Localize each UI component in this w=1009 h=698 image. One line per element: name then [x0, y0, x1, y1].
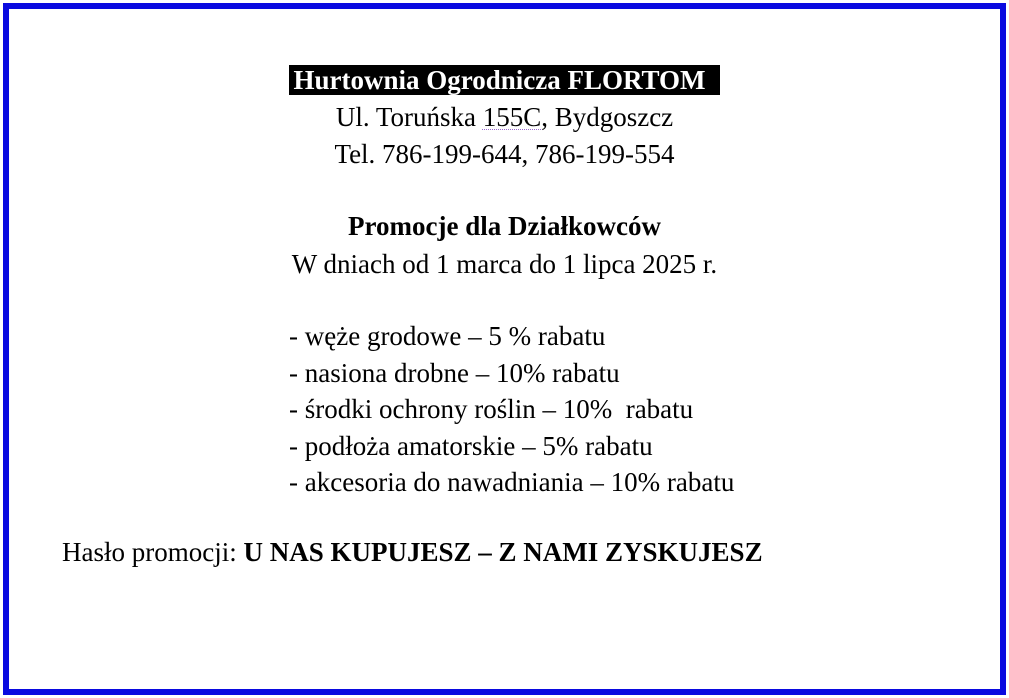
address-number: 155C — [482, 102, 542, 132]
company-name-highlight: Hurtownia Ogrodnicza FLORTOM — [289, 65, 719, 95]
address-line — [0, 101, 1009, 133]
promo-slogan — [62, 536, 763, 568]
phone-line: Tel. 786-199-644, 786-199-554 — [334, 139, 675, 169]
discount-item: - środki ochrony roślin – 10% rabatu — [289, 394, 694, 424]
discount-item: - podłoża amatorskie – 5% rabatu — [289, 430, 653, 461]
discount-item: - węże grodowe – 5 % rabatu — [289, 321, 606, 351]
slogan-text: U NAS KUPUJESZ – Z NAMI ZYSKUJESZ — [243, 537, 763, 567]
company-name-line — [0, 64, 1009, 96]
address-city: , Bydgoszcz — [541, 102, 674, 132]
discount-item: - akcesoria do nawadniania – 10% rabatu — [289, 467, 735, 497]
promo-dates: W dniach od 1 marca do 1 lipca 2025 r. — [291, 249, 718, 279]
address-prefix: Ul. Toruńska — [335, 102, 483, 132]
discount-list — [289, 318, 734, 501]
promo-title: Promocje dla Działkowców — [348, 211, 661, 241]
slogan-label: Hasło promocji: — [62, 537, 244, 567]
discount-item: - nasiona drobne – 10% rabatu — [289, 357, 620, 388]
